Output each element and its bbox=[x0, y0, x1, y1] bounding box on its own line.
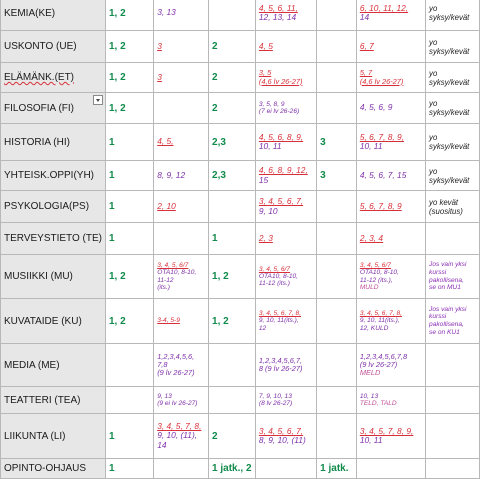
year-3-cell[interactable] bbox=[317, 344, 357, 387]
subject-cell[interactable] bbox=[1, 191, 106, 223]
course-list-line: (4,6 lv 26-27) bbox=[359, 76, 404, 86]
course-list-line: 8, 9, 12 bbox=[157, 169, 186, 180]
note-line: kurssi bbox=[429, 313, 447, 321]
courses-2-cell[interactable] bbox=[255, 191, 316, 223]
course-list-line: 4, 5, 6, 11, bbox=[258, 2, 298, 13]
course-list-line: 11-12 (its.) bbox=[258, 280, 290, 288]
year-2-value: 1 jatk., 2 bbox=[212, 463, 252, 474]
note-line: yo bbox=[429, 4, 438, 13]
courses-1-cell[interactable] bbox=[154, 63, 209, 93]
table-row bbox=[1, 191, 480, 223]
table-row bbox=[1, 414, 480, 459]
year-2-cell[interactable] bbox=[209, 387, 256, 414]
table-row bbox=[1, 0, 480, 31]
course-list-line: 4, 5, bbox=[157, 136, 174, 147]
subject-label: YHTEISK.OPPI(YH) bbox=[4, 170, 95, 181]
course-list-line: 9, 10, 11(its.), bbox=[359, 317, 400, 325]
note-cell bbox=[426, 31, 480, 63]
year-3-cell[interactable] bbox=[317, 31, 357, 63]
course-list-line: (9 ei lv 26-27) bbox=[157, 400, 198, 407]
filter-dropdown-icon[interactable] bbox=[93, 95, 103, 105]
subject-label: USKONTO (UE) bbox=[4, 41, 77, 52]
course-list-line: 3, 5, 8, 9 bbox=[258, 100, 285, 108]
note-line: yo bbox=[429, 133, 438, 142]
year-3-cell[interactable] bbox=[317, 223, 357, 255]
course-list-line: 11-12 (its.), bbox=[359, 276, 393, 284]
note-cell bbox=[426, 223, 480, 255]
courses-3-cell[interactable] bbox=[356, 223, 425, 255]
subject-cell[interactable] bbox=[1, 0, 106, 31]
year-1-cell[interactable] bbox=[105, 63, 153, 93]
year-2-cell[interactable] bbox=[209, 414, 256, 459]
year-3-cell[interactable] bbox=[317, 299, 357, 344]
course-list-line: 5, 6, 7, 8, 9 bbox=[359, 200, 402, 211]
year-1-cell[interactable] bbox=[105, 459, 153, 479]
note-cell bbox=[426, 93, 480, 124]
courses-1-cell[interactable] bbox=[154, 124, 209, 161]
course-list-line: 3, 4, 5, 6, 7, bbox=[258, 196, 304, 207]
course-list-line: MULD bbox=[359, 283, 379, 291]
year-1-value: 1 bbox=[108, 233, 115, 244]
year-1-value: 1 bbox=[108, 136, 115, 148]
year-2-cell[interactable] bbox=[209, 0, 256, 31]
courses-1-cell[interactable] bbox=[154, 191, 209, 223]
year-2-cell[interactable] bbox=[209, 299, 256, 344]
course-list-line: 3, 13 bbox=[157, 7, 176, 18]
table-row bbox=[1, 459, 480, 479]
table-row bbox=[1, 31, 480, 63]
subject-cell[interactable] bbox=[1, 63, 106, 93]
course-list-line: 9, 13 bbox=[157, 392, 172, 400]
courses-2-cell[interactable] bbox=[255, 299, 316, 344]
year-2-value: 1, 2 bbox=[212, 315, 229, 327]
course-list-line: 3 bbox=[157, 71, 162, 82]
note-cell bbox=[426, 414, 480, 459]
year-1-value: 1, 2 bbox=[108, 102, 126, 114]
year-1-value: 1 bbox=[108, 170, 115, 181]
courses-2-cell[interactable] bbox=[255, 161, 316, 191]
course-list-line: (9 lv 26-27) bbox=[359, 359, 398, 369]
table-row bbox=[1, 63, 480, 93]
course-list-line: 14 bbox=[157, 439, 167, 450]
course-list-line: 3, 4, 5, 6/7 bbox=[359, 262, 391, 270]
subject-label: PSYKOLOGIA(PS) bbox=[4, 201, 90, 212]
note-cell bbox=[426, 299, 480, 344]
year-2-value: 1 bbox=[212, 233, 218, 244]
courses-1-cell[interactable] bbox=[154, 299, 209, 344]
year-3-cell[interactable] bbox=[317, 124, 357, 161]
year-1-cell[interactable] bbox=[105, 124, 153, 161]
course-list-line: (8 lv 26-27) bbox=[258, 400, 293, 407]
subject-cell[interactable] bbox=[1, 124, 106, 161]
course-list-line: 3, 4, 5, 7, 8, 9, bbox=[359, 425, 414, 436]
subject-cell[interactable] bbox=[1, 255, 106, 299]
note-cell bbox=[426, 459, 480, 479]
course-list-line: 11-12 bbox=[157, 276, 174, 284]
course-list-line: 7,8 bbox=[157, 359, 168, 369]
courses-1-cell[interactable] bbox=[154, 344, 209, 387]
note-cell bbox=[426, 191, 480, 223]
note-cell bbox=[426, 161, 480, 191]
courses-3-cell[interactable] bbox=[356, 387, 425, 414]
year-2-value: 2 bbox=[212, 430, 218, 442]
course-list-line: 3, 4, 5, 6, 7, 8, bbox=[258, 310, 302, 318]
year-2-cell[interactable] bbox=[209, 93, 256, 124]
courses-1-cell[interactable] bbox=[154, 223, 209, 255]
course-list-line: 5, 7 bbox=[359, 68, 373, 78]
note-line: yo kevät bbox=[429, 197, 459, 207]
course-list-line: 9, 10, (11), bbox=[157, 430, 198, 441]
course-list-line: 3, 4, 5, 7, 8, bbox=[157, 420, 202, 431]
subject-cell[interactable] bbox=[1, 344, 106, 387]
note-cell bbox=[426, 63, 480, 93]
table-row bbox=[1, 124, 480, 161]
note-line: yo bbox=[429, 99, 438, 108]
course-list-line: 10, 11 bbox=[359, 141, 383, 151]
note-cell bbox=[426, 344, 480, 387]
course-list-line: (9 lv 26-27) bbox=[157, 368, 195, 378]
subject-label: LIIKUNTA (LI) bbox=[4, 430, 66, 442]
year-3-cell[interactable] bbox=[317, 459, 357, 479]
course-list-line: 2, 3, 4 bbox=[359, 232, 384, 243]
year-3-value: 3 bbox=[320, 136, 326, 148]
courses-2-cell[interactable] bbox=[255, 414, 316, 459]
course-list-line: (7 ei lv 26-26) bbox=[258, 108, 300, 115]
year-3-cell[interactable] bbox=[317, 255, 357, 299]
courses-2-cell[interactable] bbox=[255, 0, 316, 31]
courses-1-cell[interactable] bbox=[154, 414, 209, 459]
courses-2-cell[interactable] bbox=[255, 31, 316, 63]
subject-cell[interactable] bbox=[1, 299, 106, 344]
year-2-cell[interactable] bbox=[209, 344, 256, 387]
note-line: syksy/kevät bbox=[429, 46, 470, 56]
courses-2-cell[interactable] bbox=[255, 459, 316, 479]
course-list-line: TELD, TALD bbox=[359, 400, 397, 407]
subject-label: TEATTERI (TEA) bbox=[4, 394, 81, 406]
course-list-line: 3 bbox=[157, 40, 162, 51]
course-list-line: 1,2,3,4,5,6,7,8 bbox=[359, 351, 408, 361]
course-list-line: 9, 10 bbox=[258, 205, 278, 216]
year-1-value: 1, 2 bbox=[108, 72, 126, 83]
note-line: se on MU1 bbox=[429, 284, 461, 292]
year-2-cell[interactable] bbox=[209, 255, 256, 299]
note-line: syksy/kevät bbox=[429, 175, 470, 185]
course-list-line: 1,2,3,4,5,6, bbox=[157, 351, 195, 361]
subject-label: TERVEYSTIETO (TE) bbox=[4, 233, 102, 244]
year-2-value: 2,3 bbox=[212, 170, 226, 181]
course-list-line: 3, 4, 5, 6/7 bbox=[258, 265, 291, 273]
year-3-value: 1 jatk. bbox=[320, 463, 349, 474]
course-list-line: 3, 4, 5, 6, 7, bbox=[258, 425, 304, 436]
note-cell bbox=[426, 387, 480, 414]
subject-cell[interactable] bbox=[1, 387, 106, 414]
course-list-line: 12, 13, 14 bbox=[258, 12, 297, 22]
course-list-line: 6, 10, 11, 12, bbox=[359, 2, 409, 13]
note-line: syksy/kevät bbox=[429, 142, 470, 151]
year-1-cell[interactable] bbox=[105, 223, 153, 255]
courses-2-cell[interactable] bbox=[255, 344, 316, 387]
year-2-cell[interactable] bbox=[209, 63, 256, 93]
course-list-line: 10, 11 bbox=[359, 435, 383, 445]
course-list-line: (4,6 lv 26-27) bbox=[258, 76, 303, 86]
year-1-cell[interactable] bbox=[105, 191, 153, 223]
courses-3-cell[interactable] bbox=[356, 63, 425, 93]
year-3-cell[interactable] bbox=[317, 414, 357, 459]
courses-3-cell[interactable] bbox=[356, 414, 425, 459]
courses-2-cell[interactable] bbox=[255, 124, 316, 161]
year-3-cell[interactable] bbox=[317, 93, 357, 124]
year-1-cell[interactable] bbox=[105, 414, 153, 459]
year-3-value: 3 bbox=[320, 170, 326, 181]
courses-3-cell[interactable] bbox=[356, 299, 425, 344]
year-1-value: 1, 2 bbox=[108, 271, 126, 282]
subject-label: KEMIA(KE) bbox=[4, 7, 56, 19]
note-line: syksy/kevät bbox=[429, 77, 470, 87]
year-2-cell[interactable] bbox=[209, 124, 256, 161]
year-1-cell[interactable] bbox=[105, 255, 153, 299]
subject-label: KUVATAIDE (KU) bbox=[4, 315, 82, 327]
subject-label: MUSIIKKI (MU) bbox=[4, 271, 73, 282]
year-1-value: 1 bbox=[108, 201, 115, 212]
course-list-line: MELD bbox=[359, 368, 381, 378]
courses-3-cell[interactable] bbox=[356, 459, 425, 479]
note-line: yo bbox=[429, 37, 438, 47]
subject-cell[interactable] bbox=[1, 93, 106, 124]
note-line: yo bbox=[429, 68, 438, 78]
note-cell bbox=[426, 255, 480, 299]
courses-2-cell[interactable] bbox=[255, 255, 316, 299]
course-list-line: 9, 10, 11(its.), bbox=[258, 317, 299, 325]
courses-1-cell[interactable] bbox=[154, 387, 209, 414]
course-list-line: OTA10, 8-10, bbox=[359, 269, 399, 277]
table-row bbox=[1, 255, 480, 299]
note-line: se on KU1 bbox=[429, 328, 460, 336]
year-2-value: 2 bbox=[212, 41, 218, 52]
courses-3-cell[interactable] bbox=[356, 0, 425, 31]
note-line: pakollisena, bbox=[429, 276, 464, 284]
course-list-line: OTA10, 8-10, bbox=[157, 269, 197, 277]
note-line: yo bbox=[429, 166, 438, 176]
course-list-line: 8, 9, 10, (11) bbox=[258, 435, 306, 445]
course-list-line: 6, 7 bbox=[359, 40, 374, 51]
year-1-cell[interactable] bbox=[105, 299, 153, 344]
table-row bbox=[1, 161, 480, 191]
year-3-cell[interactable] bbox=[317, 191, 357, 223]
year-1-value: 1, 2 bbox=[108, 7, 126, 19]
courses-3-cell[interactable] bbox=[356, 124, 425, 161]
year-2-value: 2,3 bbox=[212, 136, 226, 148]
year-1-cell[interactable] bbox=[105, 161, 153, 191]
subject-label: ELÄMÄNK.(ET) bbox=[4, 72, 75, 83]
course-list-line: OTA10, 8-10, bbox=[258, 272, 298, 280]
course-list-line: 3, 4, 5, 6/7 bbox=[157, 262, 189, 270]
courses-1-cell[interactable] bbox=[154, 0, 209, 31]
subject-label: MEDIA (ME) bbox=[4, 359, 60, 371]
table-row bbox=[1, 387, 480, 414]
table-row bbox=[1, 344, 480, 387]
course-list-line: 14 bbox=[359, 12, 370, 22]
courses-3-cell[interactable] bbox=[356, 93, 425, 124]
note-cell bbox=[426, 0, 480, 31]
courses-3-cell[interactable] bbox=[356, 161, 425, 191]
subject-cell[interactable] bbox=[1, 414, 106, 459]
course-list-line: 7, 9, 10, 13 bbox=[258, 392, 292, 400]
year-1-value: 1 bbox=[108, 463, 115, 474]
courses-3-cell[interactable] bbox=[356, 255, 425, 299]
course-list-line: 15 bbox=[258, 174, 269, 185]
year-1-cell[interactable] bbox=[105, 0, 153, 31]
course-list-line: 3, 4, 5, 6, 7, 8, bbox=[359, 310, 402, 318]
course-list-line: 12, KULD bbox=[359, 324, 389, 332]
courses-3-cell[interactable] bbox=[356, 31, 425, 63]
year-1-cell[interactable] bbox=[105, 31, 153, 63]
courses-3-cell[interactable] bbox=[356, 191, 425, 223]
subject-cell[interactable] bbox=[1, 31, 106, 63]
course-list-line: 2, 3 bbox=[258, 232, 273, 243]
note-line: syksy/kevät bbox=[429, 108, 470, 117]
year-2-value: 2 bbox=[212, 102, 218, 114]
note-line: Jos vain yksi bbox=[429, 305, 467, 313]
year-2-value: 2 bbox=[212, 72, 218, 83]
course-list-line: 12 bbox=[258, 324, 267, 332]
year-3-cell[interactable] bbox=[317, 161, 357, 191]
note-line: kurssi bbox=[429, 268, 447, 276]
year-3-cell[interactable] bbox=[317, 63, 357, 93]
course-table-body bbox=[1, 0, 480, 479]
courses-1-cell[interactable] bbox=[154, 459, 209, 479]
course-list-line: 1,2,3,4,5,6,7, bbox=[258, 355, 303, 365]
courses-2-cell[interactable] bbox=[255, 93, 316, 124]
course-list-line: 5, 6, 7, 8, 9, bbox=[359, 131, 405, 142]
note-line: pakollisena, bbox=[429, 321, 464, 328]
year-3-cell[interactable] bbox=[317, 387, 357, 414]
subject-label: FILOSOFIA (FI) bbox=[4, 102, 75, 114]
courses-1-cell[interactable] bbox=[154, 93, 209, 124]
note-line: (suositus) bbox=[429, 206, 463, 216]
courses-2-cell[interactable] bbox=[255, 63, 316, 93]
year-2-cell[interactable] bbox=[209, 459, 256, 479]
course-list-line: (its.) bbox=[157, 283, 171, 291]
year-2-cell[interactable] bbox=[209, 223, 256, 255]
year-1-value: 1, 2 bbox=[108, 41, 126, 52]
year-3-cell[interactable] bbox=[317, 0, 357, 31]
courses-3-cell[interactable] bbox=[356, 344, 425, 387]
subject-label: OPINTO-OHJAUS bbox=[4, 463, 87, 474]
year-1-cell[interactable] bbox=[105, 93, 153, 124]
course-list-line: 2, 10 bbox=[157, 200, 176, 211]
course-list-line: 4, 5, 6, 7, 15 bbox=[359, 169, 407, 180]
course-list-line: 3, 5 bbox=[258, 68, 272, 78]
year-1-value: 1 bbox=[108, 430, 115, 442]
subject-cell[interactable] bbox=[1, 223, 106, 255]
note-line: Jos vain yksi bbox=[429, 261, 467, 269]
course-list-line: 4, 6, 8, 9, 12, bbox=[258, 165, 308, 176]
courses-2-cell[interactable] bbox=[255, 387, 316, 414]
table-row bbox=[1, 223, 480, 255]
year-2-cell[interactable] bbox=[209, 31, 256, 63]
note-cell bbox=[426, 124, 480, 161]
subject-cell[interactable] bbox=[1, 161, 106, 191]
subject-label: HISTORIA (HI) bbox=[4, 136, 70, 148]
course-list-line: 10, 13 bbox=[359, 392, 379, 400]
course-list-line: 3-4, 5-9 bbox=[157, 317, 180, 325]
table-row bbox=[1, 299, 480, 344]
year-1-value: 1, 2 bbox=[108, 315, 126, 327]
note-line: syksy/kevät bbox=[429, 13, 470, 22]
year-2-cell[interactable] bbox=[209, 161, 256, 191]
course-list-line: 4, 5, 6, 9 bbox=[359, 102, 393, 113]
year-2-cell[interactable] bbox=[209, 191, 256, 223]
year-1-cell[interactable] bbox=[105, 387, 153, 414]
course-list-line: 8 (9 lv 26-27) bbox=[258, 364, 303, 373]
courses-2-cell[interactable] bbox=[255, 223, 316, 255]
course-list-line: 10, 11 bbox=[258, 141, 282, 151]
table-row bbox=[1, 93, 480, 124]
courses-1-cell[interactable] bbox=[154, 255, 209, 299]
courses-1-cell[interactable] bbox=[154, 31, 209, 63]
year-2-value: 1, 2 bbox=[212, 271, 229, 282]
course-list-line: 4, 5, 6, 8, 9, bbox=[258, 131, 304, 142]
year-1-cell[interactable] bbox=[105, 344, 153, 387]
courses-1-cell[interactable] bbox=[154, 161, 209, 191]
course-list-line: 4, 5 bbox=[258, 40, 273, 51]
subject-cell[interactable] bbox=[1, 459, 106, 479]
